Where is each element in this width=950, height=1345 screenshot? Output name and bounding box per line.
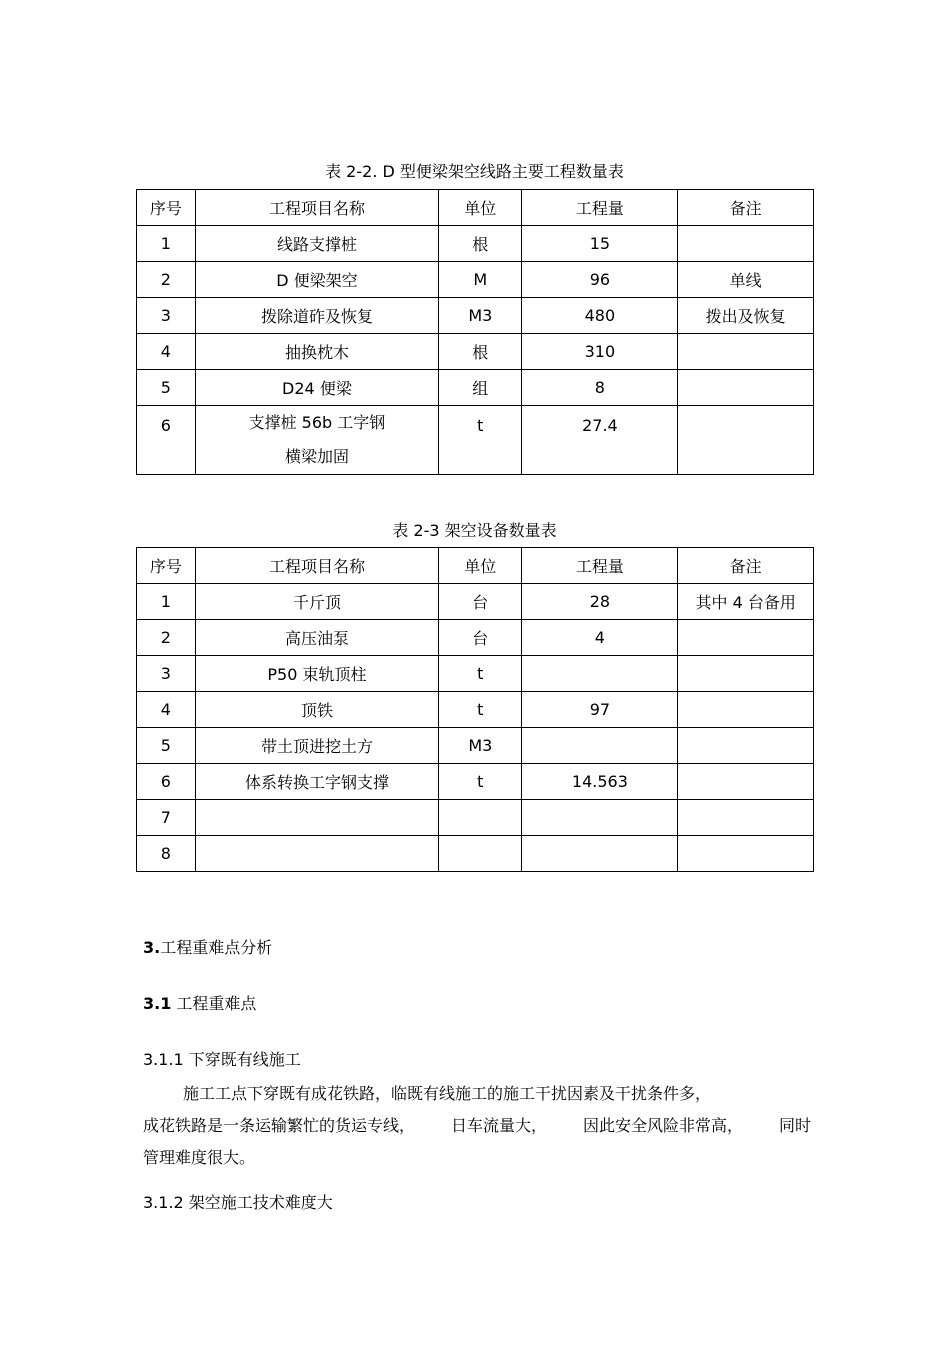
cell-note (678, 620, 814, 656)
table-row (137, 656, 814, 692)
cell-unit: t (439, 406, 522, 475)
cell-seq: 7 (137, 800, 196, 836)
table-row (137, 226, 814, 262)
cell-unit: M3 (439, 728, 522, 764)
cell-note (678, 370, 814, 406)
cell-seq: 4 (137, 334, 196, 370)
cell-unit: t (439, 764, 522, 800)
table-row (137, 692, 814, 728)
cell-note: 拨出及恢复 (678, 298, 814, 334)
cell-name: D 便梁架空 (195, 262, 438, 298)
cell-note (678, 764, 814, 800)
header-unit: 单位 (439, 548, 522, 584)
cell-qty: 480 (522, 298, 678, 334)
table1-caption: 表 2-2. D 型便梁架空线路主要工程数量表 (325, 162, 624, 181)
table-row (137, 764, 814, 800)
cell-name (195, 836, 438, 872)
cell-name-line2: 横梁加固 (284, 447, 349, 466)
cell-seq: 2 (137, 620, 196, 656)
cell-note (678, 656, 814, 692)
cell-name: 带土顶进挖土方 (195, 728, 438, 764)
header-name: 工程项目名称 (195, 190, 438, 226)
header-seq: 序号 (137, 548, 196, 584)
cell-qty: 4 (522, 620, 678, 656)
section-3-1-heading (143, 994, 256, 1014)
cell-note: 单线 (678, 262, 814, 298)
cell-qty: 15 (522, 226, 678, 262)
section-3-1-title: 工程重难点 (171, 994, 257, 1013)
cell-seq: 3 (137, 656, 196, 692)
cell-unit (439, 836, 522, 872)
cell-qty: 8 (522, 370, 678, 406)
cell-seq: 6 (137, 764, 196, 800)
table2-caption: 表 2-3 架空设备数量表 (392, 521, 557, 540)
cell-unit: 组 (439, 370, 522, 406)
section-3-1-1-heading: 3.1.1 下穿既有线施工 (143, 1050, 301, 1069)
header-name: 工程项目名称 (195, 548, 438, 584)
table-row (137, 262, 814, 298)
cell-qty: 96 (522, 262, 678, 298)
header-qty: 工程量 (522, 190, 678, 226)
cell-unit: t (439, 656, 522, 692)
cell-qty: 310 (522, 334, 678, 370)
table-row (137, 800, 814, 836)
body-paragraph (143, 1078, 811, 1174)
section-3-1-number: 3.1 (143, 994, 172, 1013)
cell-seq: 8 (137, 836, 196, 872)
cell-unit: M3 (439, 298, 522, 334)
paragraph-line: 管理难度很大。 (143, 1148, 256, 1167)
paragraph-segment: 成花铁路是一条运输繁忙的货运专线， (143, 1116, 416, 1135)
cell-seq: 1 (137, 584, 196, 620)
engineering-quantity-table (136, 189, 814, 475)
cell-name: 高压油泵 (195, 620, 438, 656)
equipment-quantity-table (136, 547, 814, 872)
paragraph-segment: 日车流量大， (450, 1116, 547, 1135)
table-row (137, 728, 814, 764)
cell-unit: 根 (439, 226, 522, 262)
cell-unit: M (439, 262, 522, 298)
cell-unit: 台 (439, 620, 522, 656)
cell-name: P50 束轨顶柱 (195, 656, 438, 692)
cell-seq: 6 (137, 406, 196, 475)
cell-seq: 1 (137, 226, 196, 262)
cell-note (678, 406, 814, 475)
cell-name: 顶铁 (195, 692, 438, 728)
cell-qty: 28 (522, 584, 678, 620)
cell-unit (439, 800, 522, 836)
section-3-title: 工程重难点分析 (160, 938, 273, 957)
cell-seq: 2 (137, 262, 196, 298)
section-3-heading (143, 938, 272, 958)
section-3-1-2-heading: 3.1.2 架空施工技术难度大 (143, 1193, 333, 1212)
cell-unit: t (439, 692, 522, 728)
paragraph-segment: 因此安全风险非常高， (582, 1116, 743, 1135)
table-row (137, 334, 814, 370)
cell-name (195, 406, 438, 475)
cell-note: 其中 4 台备用 (678, 584, 814, 620)
cell-note (678, 836, 814, 872)
paragraph-line (143, 1110, 811, 1142)
cell-seq: 4 (137, 692, 196, 728)
cell-qty: 97 (522, 692, 678, 728)
cell-qty (522, 728, 678, 764)
header-note: 备注 (678, 190, 814, 226)
cell-qty (522, 836, 678, 872)
cell-name: D24 便梁 (195, 370, 438, 406)
table-row (137, 836, 814, 872)
cell-name: 拨除道砟及恢复 (195, 298, 438, 334)
cell-seq: 5 (137, 728, 196, 764)
header-seq: 序号 (137, 190, 196, 226)
paragraph-line: 施工工点下穿既有成花铁路，临既有线施工的施工干扰因素及干扰条件多， (183, 1084, 712, 1103)
table-row (137, 298, 814, 334)
cell-name: 线路支撑桩 (195, 226, 438, 262)
cell-qty (522, 656, 678, 692)
table-header-row (137, 548, 814, 584)
cell-name: 抽换枕木 (195, 334, 438, 370)
section-3-number: 3. (143, 938, 161, 957)
paragraph-segment: 同时 (778, 1116, 811, 1135)
table-row (137, 406, 814, 475)
cell-seq: 3 (137, 298, 196, 334)
table-row (137, 370, 814, 406)
cell-name: 千斤顶 (195, 584, 438, 620)
cell-qty: 27.4 (522, 406, 678, 475)
header-note: 备注 (678, 548, 814, 584)
table-row (137, 584, 814, 620)
table-row (137, 620, 814, 656)
cell-qty (522, 800, 678, 836)
cell-unit: 台 (439, 584, 522, 620)
cell-seq: 5 (137, 370, 196, 406)
cell-unit: 根 (439, 334, 522, 370)
header-qty: 工程量 (522, 548, 678, 584)
cell-note (678, 226, 814, 262)
cell-name (195, 800, 438, 836)
cell-name: 体系转换工字钢支撑 (195, 764, 438, 800)
cell-note (678, 692, 814, 728)
cell-name-line1: 支撑桩 56b 工字钢 (248, 413, 386, 432)
cell-note (678, 800, 814, 836)
cell-note (678, 728, 814, 764)
table-header-row (137, 190, 814, 226)
cell-note (678, 334, 814, 370)
header-unit: 单位 (439, 190, 522, 226)
cell-qty: 14.563 (522, 764, 678, 800)
